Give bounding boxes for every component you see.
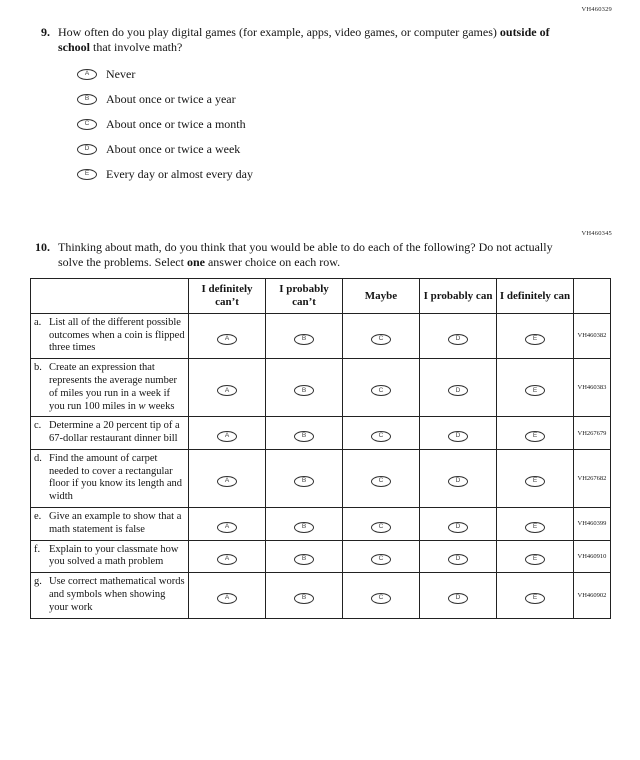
- bubble-letter: A: [224, 477, 230, 485]
- row-e-label-cell: [31, 508, 189, 541]
- answer-bubble[interactable]: [525, 522, 545, 533]
- answer-bubble[interactable]: [77, 94, 97, 105]
- header-blank-code: [574, 279, 611, 313]
- row-code: VH460383: [574, 359, 611, 417]
- answer-bubble[interactable]: [371, 593, 391, 604]
- answer-bubble[interactable]: [448, 593, 468, 604]
- row-d-answer-cell-5: [497, 449, 574, 507]
- answer-bubble[interactable]: [371, 334, 391, 345]
- row-letter: b.: [34, 362, 42, 374]
- question-10-text-before: Thinking about math, do you think that you would be able to do each of the following? Do not actually solve the problems. Select: [58, 239, 553, 270]
- header-probably-cant: I probably can’t: [266, 279, 343, 313]
- row-g-answer-cell-2: [266, 573, 343, 618]
- row-b-answer-cell-3: [343, 359, 420, 417]
- header-probably-can: I probably can: [420, 279, 497, 313]
- bubble-letter: C: [378, 432, 384, 440]
- table-row-c: [31, 417, 611, 450]
- answer-bubble[interactable]: [77, 144, 97, 155]
- answer-bubble[interactable]: [448, 476, 468, 487]
- bubble-letter: A: [224, 594, 230, 602]
- bubble-letter: D: [455, 522, 461, 530]
- row-e-answer-cell-5: [497, 508, 574, 541]
- bubble-letter: D: [455, 477, 461, 485]
- row-letter: g.: [34, 576, 42, 588]
- answer-bubble[interactable]: [525, 334, 545, 345]
- row-b-answer-cell-4: [420, 359, 497, 417]
- bubble-letter: C: [378, 594, 384, 602]
- row-a-answer-cell-2: [266, 313, 343, 358]
- row-letter: a.: [34, 316, 42, 328]
- row-c-answer-cell-3: [343, 417, 420, 450]
- bubble-letter: C: [378, 386, 384, 394]
- answer-bubble[interactable]: [217, 476, 237, 487]
- answer-bubble[interactable]: [294, 593, 314, 604]
- answer-bubble[interactable]: [294, 476, 314, 487]
- row-letter: e.: [34, 511, 42, 523]
- bubble-letter: A: [224, 522, 230, 530]
- answer-bubble[interactable]: [448, 554, 468, 565]
- header-maybe: Maybe: [343, 279, 420, 313]
- row-label: List all of the different possible outcomes when a coin is flipped three times: [49, 316, 185, 354]
- row-b-answer-cell-2: [266, 359, 343, 417]
- option-label: About once or twice a month: [106, 116, 246, 131]
- q9-option-once-twice-year: [77, 92, 612, 107]
- answer-bubble[interactable]: [448, 385, 468, 396]
- table-row-g: [31, 573, 611, 618]
- row-c-answer-cell-4: [420, 417, 497, 450]
- q9-option-every-day: [77, 167, 612, 182]
- row-a-answer-cell-5: [497, 313, 574, 358]
- table-row-e: [31, 508, 611, 541]
- row-letter: c.: [34, 420, 42, 432]
- answer-bubble[interactable]: [525, 593, 545, 604]
- answer-bubble[interactable]: [77, 69, 97, 80]
- question-9-number: 9.: [41, 25, 50, 39]
- answer-bubble[interactable]: [371, 385, 391, 396]
- row-f-answer-cell-2: [266, 540, 343, 573]
- row-b-label-cell: [31, 359, 189, 417]
- bubble-letter: C: [378, 477, 384, 485]
- bubble-letter: E: [532, 432, 538, 440]
- row-g-answer-cell-1: [189, 573, 266, 618]
- row-c-answer-cell-2: [266, 417, 343, 450]
- row-label: Give an example to show that a math statement is false: [49, 511, 182, 535]
- row-a-answer-cell-3: [343, 313, 420, 358]
- question-9-text-before: How often do you play digital games (for example, apps, video games, or computer games): [58, 25, 500, 39]
- row-e-answer-cell-3: [343, 508, 420, 541]
- option-label: Never: [106, 66, 136, 81]
- question-9-text: [58, 25, 558, 56]
- row-code: VH267682: [574, 449, 611, 507]
- row-code: VH460910: [574, 540, 611, 573]
- bubble-letter: A: [224, 386, 230, 394]
- option-label: About once or twice a year: [106, 91, 236, 106]
- answer-bubble[interactable]: [217, 385, 237, 396]
- row-d-answer-cell-4: [420, 449, 497, 507]
- bubble-letter: E: [532, 555, 538, 563]
- bubble-letter: E: [532, 334, 538, 342]
- row-code: VH460902: [574, 573, 611, 618]
- row-code: VH460382: [574, 313, 611, 358]
- row-d-answer-cell-3: [343, 449, 420, 507]
- q9-option-never: [77, 67, 612, 82]
- answer-bubble[interactable]: [294, 334, 314, 345]
- header-blank: [31, 279, 189, 313]
- answer-bubble[interactable]: [77, 169, 97, 180]
- answer-bubble[interactable]: [217, 593, 237, 604]
- row-code: VH460399: [574, 508, 611, 541]
- question-9-text-after: that involve math?: [90, 40, 183, 55]
- row-letter: f.: [34, 543, 41, 555]
- row-c-answer-cell-1: [189, 417, 266, 450]
- answer-bubble[interactable]: [294, 431, 314, 442]
- row-a-answer-cell-1: [189, 313, 266, 358]
- bubble-letter: B: [301, 477, 307, 485]
- answer-bubble[interactable]: [294, 385, 314, 396]
- bubble-letter: E: [532, 477, 538, 485]
- row-a-answer-cell-4: [420, 313, 497, 358]
- question-10-text-after: answer choice on each row.: [204, 255, 341, 270]
- bubble-letter: A: [224, 432, 230, 440]
- header-definitely-can: I definitely can: [497, 279, 574, 313]
- row-g-answer-cell-3: [343, 573, 420, 618]
- bubble-letter: D: [455, 594, 461, 602]
- question-9-prompt: [30, 25, 612, 56]
- table-header-row: [31, 279, 611, 313]
- row-f-answer-cell-5: [497, 540, 574, 573]
- row-f-answer-cell-4: [420, 540, 497, 573]
- option-label: Every day or almost every day: [106, 166, 253, 181]
- answer-bubble[interactable]: [371, 476, 391, 487]
- row-c-label-cell: [31, 417, 189, 450]
- row-b-label-variable: w: [138, 400, 146, 412]
- row-d-answer-cell-1: [189, 449, 266, 507]
- answer-bubble[interactable]: [217, 522, 237, 533]
- bubble-letter: B: [301, 334, 307, 342]
- answer-bubble[interactable]: [371, 554, 391, 565]
- header-definitely-cant: I definitely can’t: [189, 279, 266, 313]
- table-row-d: [31, 449, 611, 507]
- bubble-letter: B: [301, 522, 307, 530]
- row-label: Determine a 20 percent tip of a 67-dollar restaurant dinner bill: [49, 420, 180, 445]
- answer-bubble[interactable]: [77, 119, 97, 130]
- row-b-answer-cell-5: [497, 359, 574, 417]
- answer-bubble[interactable]: [525, 554, 545, 565]
- question-10-text: [58, 240, 566, 271]
- row-g-answer-cell-5: [497, 573, 574, 618]
- q10-table-body: [31, 313, 611, 618]
- row-g-answer-cell-4: [420, 573, 497, 618]
- bubble-letter: B: [301, 555, 307, 563]
- row-b-label-part2: weeks: [145, 400, 175, 412]
- bubble-letter: C: [378, 555, 384, 563]
- bubble-letter: C: [84, 119, 90, 127]
- q10-table: [30, 278, 611, 618]
- answer-bubble[interactable]: [525, 385, 545, 396]
- question-10-number: 10.: [35, 239, 50, 254]
- answer-bubble[interactable]: [448, 522, 468, 533]
- q9-option-once-twice-week: [77, 142, 612, 157]
- answer-bubble[interactable]: [371, 431, 391, 442]
- bubble-letter: D: [455, 555, 461, 563]
- row-label: [49, 362, 185, 413]
- bubble-letter: C: [378, 334, 384, 342]
- bubble-letter: D: [455, 334, 461, 342]
- question-10-text-bold: one: [186, 255, 205, 270]
- row-g-label-cell: [31, 573, 189, 618]
- row-a-label-cell: [31, 313, 189, 358]
- bubble-letter: E: [532, 522, 538, 530]
- row-c-answer-cell-5: [497, 417, 574, 450]
- bubble-letter: E: [532, 594, 538, 602]
- bubble-letter: B: [301, 386, 307, 394]
- q10-table-header: [31, 279, 611, 313]
- bubble-letter: B: [84, 94, 90, 102]
- row-d-label-cell: [31, 449, 189, 507]
- question-10-prompt: [30, 240, 612, 271]
- q9-options: [77, 67, 612, 182]
- table-row-f: [31, 540, 611, 573]
- answer-bubble[interactable]: [448, 431, 468, 442]
- bubble-letter: A: [84, 69, 90, 77]
- bubble-letter: B: [301, 432, 307, 440]
- bubble-letter: B: [301, 594, 307, 602]
- row-e-answer-cell-4: [420, 508, 497, 541]
- q9-option-once-twice-month: [77, 117, 612, 132]
- bubble-letter: E: [84, 169, 90, 177]
- answer-bubble[interactable]: [448, 334, 468, 345]
- row-f-answer-cell-3: [343, 540, 420, 573]
- question-9-code: VH460329: [581, 6, 612, 13]
- answer-bubble[interactable]: [525, 431, 545, 442]
- row-label: Use correct mathematical words and symbols when showing your work: [49, 576, 185, 613]
- question-9-text-bold: outside of school: [58, 25, 550, 55]
- answer-bubble[interactable]: [294, 554, 314, 565]
- row-b-label-part1: Create an expression that represents the average number of miles you run in a week if you run 100 miles in: [49, 362, 177, 412]
- row-f-label-cell: [31, 540, 189, 573]
- bubble-letter: D: [84, 144, 90, 152]
- answer-bubble[interactable]: [217, 431, 237, 442]
- answer-bubble[interactable]: [371, 522, 391, 533]
- row-e-answer-cell-1: [189, 508, 266, 541]
- row-letter: d.: [34, 452, 42, 464]
- bubble-letter: D: [455, 432, 461, 440]
- question-9: [30, 25, 612, 182]
- row-label: Explain to your classmate how you solved a math problem: [49, 543, 179, 568]
- option-label: About once or twice a week: [106, 141, 241, 156]
- answer-bubble[interactable]: [217, 334, 237, 345]
- bubble-letter: C: [378, 522, 384, 530]
- row-f-answer-cell-1: [189, 540, 266, 573]
- question-10: [30, 230, 612, 619]
- answer-bubble[interactable]: [294, 522, 314, 533]
- table-row-b: [31, 359, 611, 417]
- row-e-answer-cell-2: [266, 508, 343, 541]
- bubble-letter: A: [224, 334, 230, 342]
- answer-bubble[interactable]: [525, 476, 545, 487]
- bubble-letter: D: [455, 386, 461, 394]
- question-10-code: VH460345: [581, 229, 612, 237]
- bubble-letter: E: [532, 386, 538, 394]
- table-row-a: [31, 313, 611, 358]
- row-label: Find the amount of carpet needed to cover a rectangular floor if you know its length and width: [49, 452, 182, 503]
- row-code: VH267679: [574, 417, 611, 450]
- bubble-letter: A: [224, 555, 230, 563]
- row-b-answer-cell-1: [189, 359, 266, 417]
- row-d-answer-cell-2: [266, 449, 343, 507]
- answer-bubble[interactable]: [217, 554, 237, 565]
